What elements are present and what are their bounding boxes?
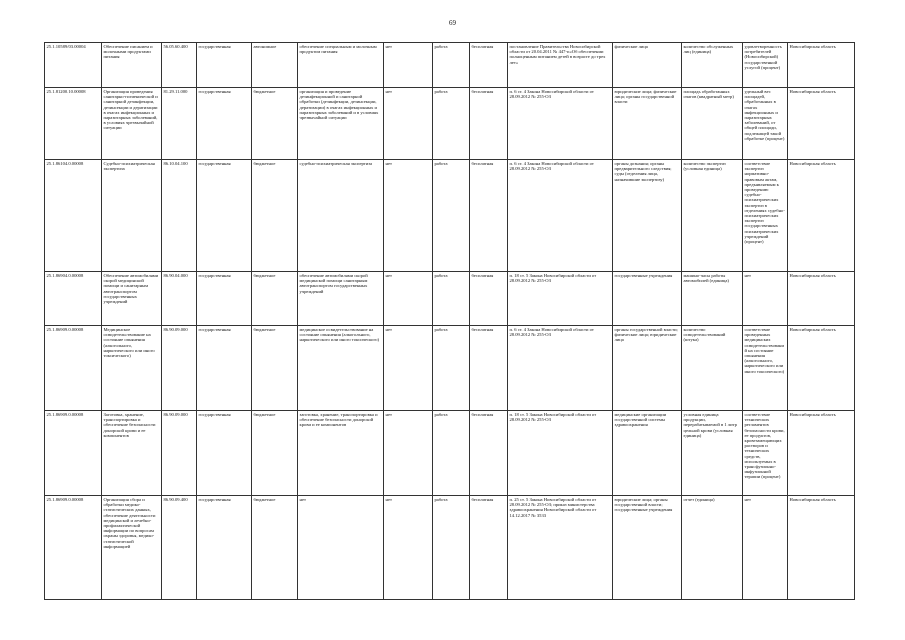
cell-conditions: нет	[384, 160, 433, 272]
cell-service-name: Организация проведения санитарно-гигиенической и санитарной дезинфекции, дезинсекции и дератизации в очагах инфекционных и паразитарных заболеваний, в условиях чрезвычайной ситуации	[102, 88, 162, 160]
cell-okved-code: 86.10.04.100	[162, 160, 197, 272]
cell-service-type: государственная	[197, 496, 252, 600]
table-row	[45, 496, 855, 600]
cell-institution-type: бюджетное	[252, 496, 298, 600]
cell-territory: Новосибирская область	[788, 411, 855, 496]
cell-territory: Новосибирская область	[788, 43, 855, 88]
cell-okved-code: 56.05.60.400	[162, 43, 197, 88]
cell-consumers: органы государственной власти; физические лица; юридические лица	[613, 326, 682, 411]
cell-conditions: нет	[384, 272, 433, 326]
cell-okved-code: 86.90.04.000	[162, 272, 197, 326]
cell-conditions: нет	[384, 88, 433, 160]
cell-payment: бесплатная	[470, 43, 508, 88]
page-number: 69	[449, 19, 456, 27]
cell-form: работа	[433, 43, 470, 88]
cell-payment: бесплатная	[470, 326, 508, 411]
cell-institution-type: бюджетное	[252, 272, 298, 326]
cell-registry-code: 25.1.86904.0.00008	[45, 272, 102, 326]
table-row	[45, 326, 855, 411]
cell-registry-code: 25.1.86909.0.00008	[45, 496, 102, 600]
cell-institution-type: бюджетное	[252, 326, 298, 411]
cell-consumers: органы дознания; органы предварительного следствия; суды (отделения лица, назначившие экспертизу)	[613, 160, 682, 272]
cell-form: работа	[433, 88, 470, 160]
cell-service-name: Медицинское освидетельствование на состояние опьянения (алкогольного, наркотического или иного токсического)	[102, 326, 162, 411]
cell-service-type: государственная	[197, 88, 252, 160]
cell-registry-code: 25.1.86909.0.00008	[45, 326, 102, 411]
cell-service-content: нет	[298, 496, 384, 600]
cell-legal-basis: п. 18 ст. 5 Закона Новосибирской области от 28.09.2012 № 255-ОЗ	[508, 272, 613, 326]
cell-service-content: обеспечение специальным и молочным продуктом питания	[298, 43, 384, 88]
cell-service-type: государственная	[197, 272, 252, 326]
cell-form: работа	[433, 411, 470, 496]
cell-service-type: государственная	[197, 411, 252, 496]
cell-consumers: юридические лица; физические лица; органы государственной власти	[613, 88, 682, 160]
services-register-table	[44, 42, 855, 600]
cell-conditions: нет	[384, 411, 433, 496]
table-row	[45, 43, 855, 88]
cell-territory: Новосибирская область	[788, 496, 855, 600]
cell-institution-type: автономное	[252, 43, 298, 88]
cell-legal-basis: п. 18 ст. 5 Закона Новосибирской области от 28.09.2012 № 255-ОЗ	[508, 411, 613, 496]
cell-conditions: нет	[384, 496, 433, 600]
cell-legal-basis: п. 6 ст. 4 Закона Новосибирской области от 28.09.2012 № 255-ОЗ	[508, 326, 613, 411]
cell-legal-basis: постановление Правительства Новосибирской области от 20.04.2011 № 447-п«Об обеспечении полноценным питанием детей в возрасте до трех лет»	[508, 43, 613, 88]
cell-quality-indicator: нет	[743, 496, 788, 600]
cell-service-content: заготовка, хранение, транспортировка и обеспечение безопасности донорской крови и ее компонентов	[298, 411, 384, 496]
cell-payment: бесплатная	[470, 496, 508, 600]
cell-service-content: судебно-психиатрическая экспертиза	[298, 160, 384, 272]
cell-volume-indicator: условная единица продукции, перерабатываемой в 1 литр цельной крови (условная единица)	[682, 411, 743, 496]
cell-okved-code: 86.90.09.400	[162, 496, 197, 600]
cell-service-type: государственная	[197, 160, 252, 272]
cell-service-name: Организация сбора и обработки медико-статистических данных, обеспечение деятельности медицинской и лечебно-профилактической информации по вопросам охраны здоровья, медико-статистической информацией	[102, 496, 162, 600]
cell-legal-basis: п. 6 ст. 4 Закона Новосибирской области от 28.09.2012 № 255-ОЗ	[508, 160, 613, 272]
cell-payment: бесплатная	[470, 160, 508, 272]
cell-service-content: медицинское освидетельствование на состояние опьянения (алкогольного, наркотического или иного токсического)	[298, 326, 384, 411]
table-row	[45, 88, 855, 160]
cell-territory: Новосибирская область	[788, 326, 855, 411]
cell-territory: Новосибирская область	[788, 272, 855, 326]
cell-payment: бесплатная	[470, 411, 508, 496]
cell-conditions: нет	[384, 43, 433, 88]
cell-legal-basis: п. 25 ст. 5 Закона Новосибирской области от 28.09.2012 № 255-ОЗ; приказ министерства здравоохранения Новосибирской области от 14.12.2017 № 3533	[508, 496, 613, 600]
cell-registry-code: 25.1.81200.10.00008	[45, 88, 102, 160]
cell-payment: бесплатная	[470, 88, 508, 160]
table-body	[45, 43, 855, 600]
cell-service-name: Обеспечение писанием и молочными продуктами питания	[102, 43, 162, 88]
cell-consumers: физические лица	[613, 43, 682, 88]
cell-quality-indicator: соответствие технических регламентов безопасности крови, ее продуктов, кровезамещающих растворов и технических средств, используемых в трансфузионно-инфузионной терапии (процент)	[743, 411, 788, 496]
cell-consumers: государственные учреждения	[613, 272, 682, 326]
cell-form: работа	[433, 272, 470, 326]
cell-okved-code: 81.29.11.000	[162, 88, 197, 160]
table-row	[45, 411, 855, 496]
cell-volume-indicator: отчет (единица)	[682, 496, 743, 600]
cell-form: работа	[433, 160, 470, 272]
cell-volume-indicator: машино-часы работы автомобилей (единица)	[682, 272, 743, 326]
cell-volume-indicator: количество экспертиз (условная единица)	[682, 160, 743, 272]
cell-quality-indicator: соответствие экспертиз нормативно-правовым актам, предъявляемым к проведению судебно-психиатрических экспертиз в отделениях судебно-психиатрических экспертиз государственных психиатрических учреждений (процент)	[743, 160, 788, 272]
cell-institution-type: бюджетное	[252, 411, 298, 496]
cell-okved-code: 86.90.09.000	[162, 411, 197, 496]
cell-institution-type: бюджетное	[252, 160, 298, 272]
cell-registry-code: 25.1.10589/03.00004	[45, 43, 102, 88]
cell-payment: бесплатная	[470, 272, 508, 326]
cell-service-content: организация и проведение дезинфекционной и санитарной обработки (дезинфекции, дезинсекции, дератизации) в очагах инфекционных и паразитарных заболеваний и в условиях чрезвычайной ситуации	[298, 88, 384, 160]
cell-consumers: медицинские организации государственной системы здравоохранения	[613, 411, 682, 496]
cell-volume-indicator: количество обслуженных лиц (единица)	[682, 43, 743, 88]
cell-service-type: государственная	[197, 43, 252, 88]
cell-territory: Новосибирская область	[788, 160, 855, 272]
cell-form: работа	[433, 496, 470, 600]
cell-service-name: Судебно-психиатрическая экспертиза	[102, 160, 162, 272]
cell-service-name: Обеспечение автомобилями скорой медицинской помощи и санитарным автотранспортом государственных учреждений	[102, 272, 162, 326]
table-row	[45, 272, 855, 326]
table-row	[45, 160, 855, 272]
cell-volume-indicator: количество освидетельствований (штука)	[682, 326, 743, 411]
cell-service-content: обеспечение автомобилями скорой медицинской помощи санитарным автотранспортом государственных учреждений	[298, 272, 384, 326]
cell-okved-code: 86.90.09.000	[162, 326, 197, 411]
cell-volume-indicator: площадь обработанных очагов (квадратный метр)	[682, 88, 743, 160]
cell-service-name: Заготовка, хранение, транспортировка и обеспечение безопасности донорской крови и ее компонентов	[102, 411, 162, 496]
cell-form: работа	[433, 326, 470, 411]
cell-quality-indicator: удовлетворенность потребителей (Новосибирской) государственной услугой (процент)	[743, 43, 788, 88]
cell-quality-indicator: нет	[743, 272, 788, 326]
cell-registry-code: 25.1.86909.0.00008	[45, 411, 102, 496]
cell-service-type: государственная	[197, 326, 252, 411]
cell-quality-indicator: соответствие проведенных медицинских освидетельствований на состояние опьянения (алкогольного, наркотического или иного токсического)	[743, 326, 788, 411]
cell-conditions: нет	[384, 326, 433, 411]
cell-institution-type: бюджетное	[252, 88, 298, 160]
cell-consumers: юридические лица; органы государственной власти; государственные учреждения	[613, 496, 682, 600]
cell-registry-code: 25.1.86104.0.00008	[45, 160, 102, 272]
cell-territory: Новосибирская область	[788, 88, 855, 160]
cell-legal-basis: п. 6 ст. 4 Закона Новосибирской области от 28.09.2012 № 255-ОЗ	[508, 88, 613, 160]
cell-quality-indicator: удельный вес площадей, обработанных в очагах инфекционных и паразитарных заболеваний, от общей площади, подлежащей такой обработке (процент)	[743, 88, 788, 160]
